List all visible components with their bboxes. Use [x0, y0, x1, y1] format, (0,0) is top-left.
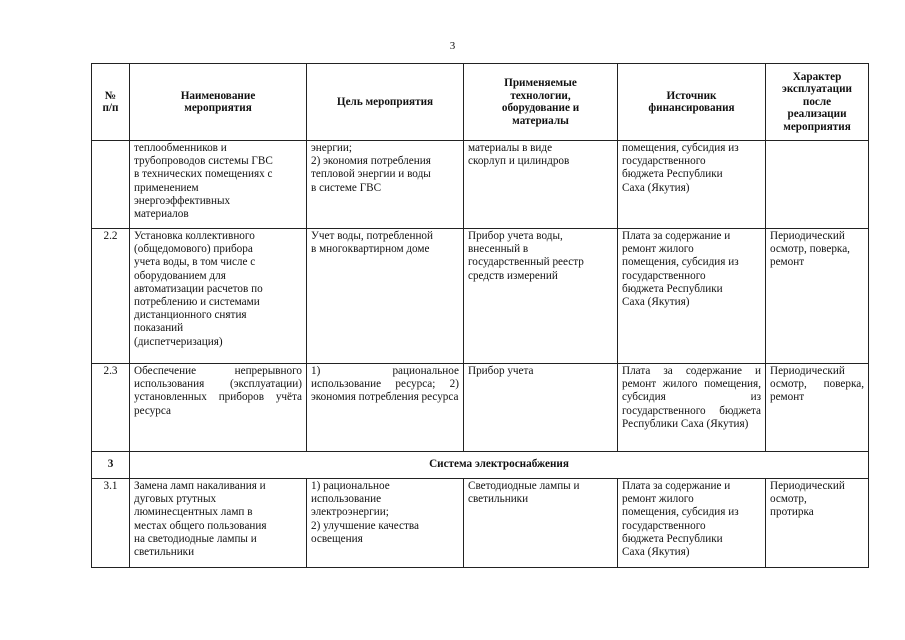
section-row — [92, 452, 869, 479]
row-character — [766, 141, 869, 229]
row-tech: материалы в виде скорлуп и цилиндров — [464, 141, 618, 229]
row-num: 3.1 — [92, 479, 130, 568]
section-num: 3 — [92, 452, 130, 479]
row-source: помещения, субсидия из государственного бюджета Республики Саха (Якутия) — [618, 141, 766, 229]
row-goal: энергии; 2) экономия потребления тепловой энергии и воды в системе ГВС — [307, 141, 464, 229]
row-character: Периодический осмотр, протирка — [766, 479, 869, 568]
row-name: теплообменников и трубопроводов системы ГВС в технических помещениях с применением энергоэффективных материалов — [130, 141, 307, 229]
table-row — [92, 141, 869, 229]
row-source: Плата за содержание и ремонт жилого помещения, субсидия из государственного бюджета Республики Саха (Якутия) — [618, 364, 766, 452]
row-source: Плата за содержание и ремонт жилого помещения, субсидия из государственного бюджета Республики Саха (Якутия) — [618, 229, 766, 364]
row-num — [92, 141, 130, 229]
header-tech: Применяемые технологии, оборудование и материалы — [464, 64, 618, 141]
row-tech: Прибор учета воды, внесенный в государственный реестр средств измерений — [464, 229, 618, 364]
table-row — [92, 229, 869, 364]
table-row — [92, 479, 869, 568]
row-goal: 1) рациональное использование ресурса; 2) экономия потребления ресурса — [307, 364, 464, 452]
header-source: Источник финансирования — [618, 64, 766, 141]
row-num: 2.2 — [92, 229, 130, 364]
row-goal: Учет воды, потребленной в многоквартирном доме — [307, 229, 464, 364]
table-row — [92, 364, 869, 452]
header-character: Характер эксплуатации после реализации мероприятия — [766, 64, 869, 141]
header-name: Наименование мероприятия — [130, 64, 307, 141]
row-name: Обеспечение непрерывного использования (эксплуатации) установленных приборов учёта ресурса — [130, 364, 307, 452]
row-name: Замена ламп накаливания и дуговых ртутных люминесцентных ламп в местах общего пользования на светодиодные лампы и светильники — [130, 479, 307, 568]
row-name: Установка коллективного (общедомового) прибора учета воды, в том числе с оборудованием для автоматизации расчетов по потреблению и системами дистанционного снятия показаний (диспетчеризация) — [130, 229, 307, 364]
section-title: Система электроснабжения — [130, 452, 869, 479]
page-number: 3 — [449, 40, 456, 52]
row-source: Плата за содержание и ремонт жилого помещения, субсидия из государственного бюджета Республики Саха (Якутия) — [618, 479, 766, 568]
measures-table — [91, 63, 869, 568]
row-goal: 1) рациональное использование электроэнергии; 2) улучшение качества освещения — [307, 479, 464, 568]
row-character: Периодический осмотр, поверка, ремонт — [766, 229, 869, 364]
row-character: Периодический осмотр, поверка, ремонт — [766, 364, 869, 452]
header-goal: Цель мероприятия — [307, 64, 464, 141]
table-header-row — [92, 64, 869, 141]
row-tech: Прибор учета — [464, 364, 618, 452]
row-tech: Светодиодные лампы и светильники — [464, 479, 618, 568]
row-num: 2.3 — [92, 364, 130, 452]
header-num: № п/п — [92, 64, 130, 141]
